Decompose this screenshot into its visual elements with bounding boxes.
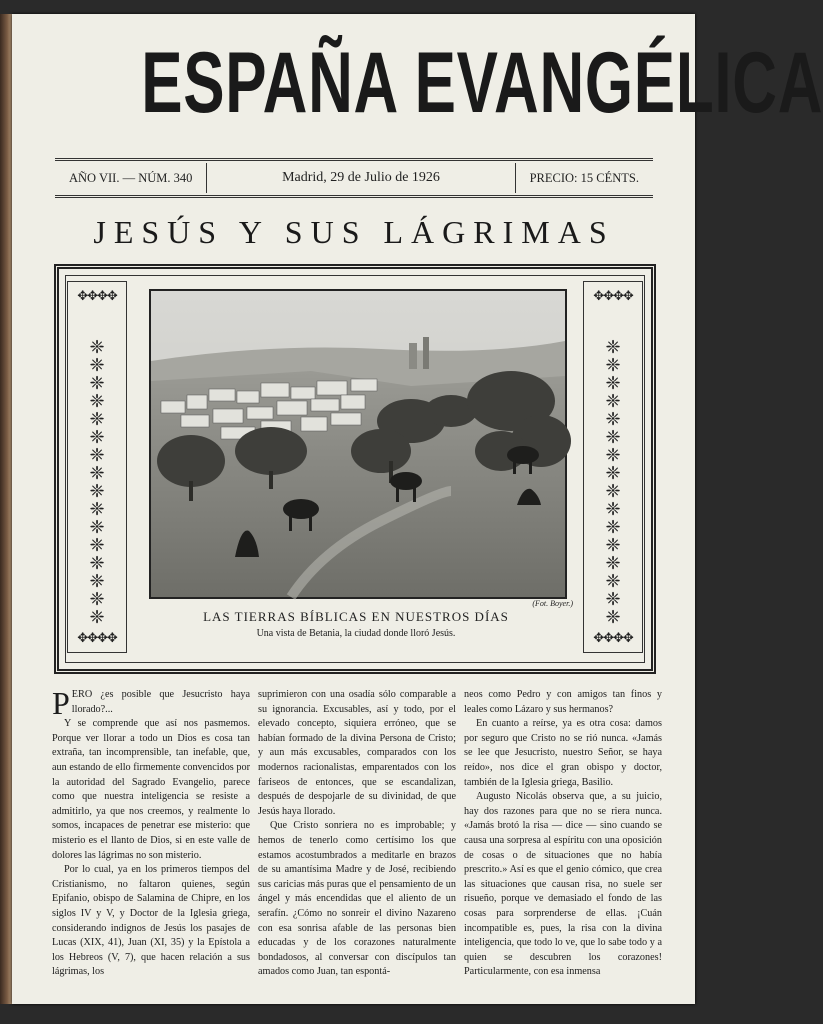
ornament-icon: ✥✥✥✥: [77, 288, 117, 303]
photo-frame: [54, 264, 656, 674]
issue-number: AÑO VII. — NÚM. 340: [69, 170, 193, 185]
article-body: [52, 685, 662, 980]
headline: JESÚS Y SUS LÁGRIMAS: [93, 214, 615, 250]
caption-title: LAS TIERRAS BÍBLICAS EN NUESTROS DÍAS: [203, 609, 509, 624]
date-line: Madrid, 29 de Julio de 1926: [282, 170, 440, 185]
ornament-column-left: [67, 281, 127, 653]
paragraph: Que Cristo sonriera no es improbable; y hemos de tenerlo como certísimo los que estamos acostumbrados a meditarle en brazos de su amantísima Madre y de José, recibiendo sus caricias más puras que el pensamiento de un ángel y más encendidas que el aliento de un serafín. ¿Cómo no sonreir el divino Nazareno con esa sonrisa afable de las personas bien educadas y de los corazones naturalmente bondadosos, al conversar con discípulos tan amados como Juan, tan espontá-: [258, 820, 456, 978]
masthead: ESPAÑA EVANGÉLICA: [141, 35, 823, 131]
issue-bar: [55, 158, 653, 198]
photo-caption: [139, 599, 573, 639]
photo-credit: (Fot. Boyer.): [532, 599, 573, 608]
landscape-photo: [149, 289, 567, 599]
ornament-icon: ✥✥✥✥: [593, 288, 633, 303]
article-column-1: [52, 685, 250, 980]
caption-subtitle: Una vista de Betania, la ciudad donde lloró Jesús.: [256, 628, 456, 639]
price: PRECIO: 15 CÉNTS.: [529, 170, 639, 185]
book-spine: [0, 14, 12, 1004]
paragraph: neos como Pedro y con amigos tan finos y leales como Lázaro y sus hermanos?: [464, 689, 662, 715]
paragraph: Augusto Nicolás observa que, a su juicio, hay dos razones para que no se riera nunca. «Jamás brotó la risa — dice — sino cuando se causa una sorpresa al espíritu con una oposición de cosas o de situaciones que no había prescrito.» Así es que el genio cómico, que crea las situaciones que causan risa, no suele ser risueño, porque ve demasiado el fondo de las cosas para sorprenderse de ellas. ¡Cuán incompatible es, pues, la risa con la divina inteligencia, que todo lo ve, que lo sabe todo y a quien se descubren los corazones! Particularmente, con esa inmensa: [464, 791, 662, 978]
paragraph: Por lo cual, ya en los primeros tiempos del Cristianismo, no faltaron quienes, según Epifanio, obispo de Salamina de Chipre, en los siglos IV y V, y Doctor de la Iglesia griega, considerando indignos de Jesús los pasajes de Lucas (XIX, 41), Juan (XI, 35) y la Epístola a los Hebreos (V, 7), que hacen relación a sus lágrimas, los: [52, 864, 250, 978]
ornament-icon: ❈❈❈❈❈❈❈❈❈❈❈❈❈❈❈❈: [605, 337, 621, 627]
paragraph: PERO ¿es posible que Jesucristo haya llorado?...: [52, 685, 250, 721]
ornament-icon: ✥✥✥✥: [77, 630, 117, 645]
paragraph: En cuanto a reírse, ya es otra cosa: damos por seguro que Cristo no se rió nunca. «Jamás se lee que Jesucristo, nuestro Señor, se haya reído», nos dice el gran obispo y doctor, también de la Iglesia griega, Basilio.: [464, 718, 662, 788]
paragraph: Y se comprende que así nos pasmemos. Porque ver llorar a todo un Dios es cosa tan extraña, tan incomprensible, tan inefable, que, aun estando de ello firmemente convencidos por la autoridad del Sagrado Evangelio, parece como que nuestra inteligencia se resiste a admitirlo, ya que nos creemos, y realmente lo somos, incapaces de penetrar ese misterio: que misterio es el llanto de Dios, si en este valle de dolores las lágrimas no son misterio.: [52, 718, 250, 861]
drop-cap: P: [52, 685, 70, 721]
ornament-column-right: [583, 281, 643, 653]
ornament-icon: ✥✥✥✥: [593, 630, 633, 645]
article-column-3: [464, 688, 662, 980]
paragraph: suprimieron con una osadía sólo comparable a su ignorancia. Excusables, así y todo, por el elevado concepto, siquiera erróneo, que se habían formado de la divina Persona de Cristo; y aun más excusables, comparados con los modernos racionalistas, emparentados con los fariseos de entonces, que se escandalizan, después de despojarle de su divinidad, de que Jesús haya llorado.: [258, 689, 456, 817]
ornament-icon: ❈❈❈❈❈❈❈❈❈❈❈❈❈❈❈❈: [89, 337, 105, 627]
article-column-2: [258, 688, 456, 980]
